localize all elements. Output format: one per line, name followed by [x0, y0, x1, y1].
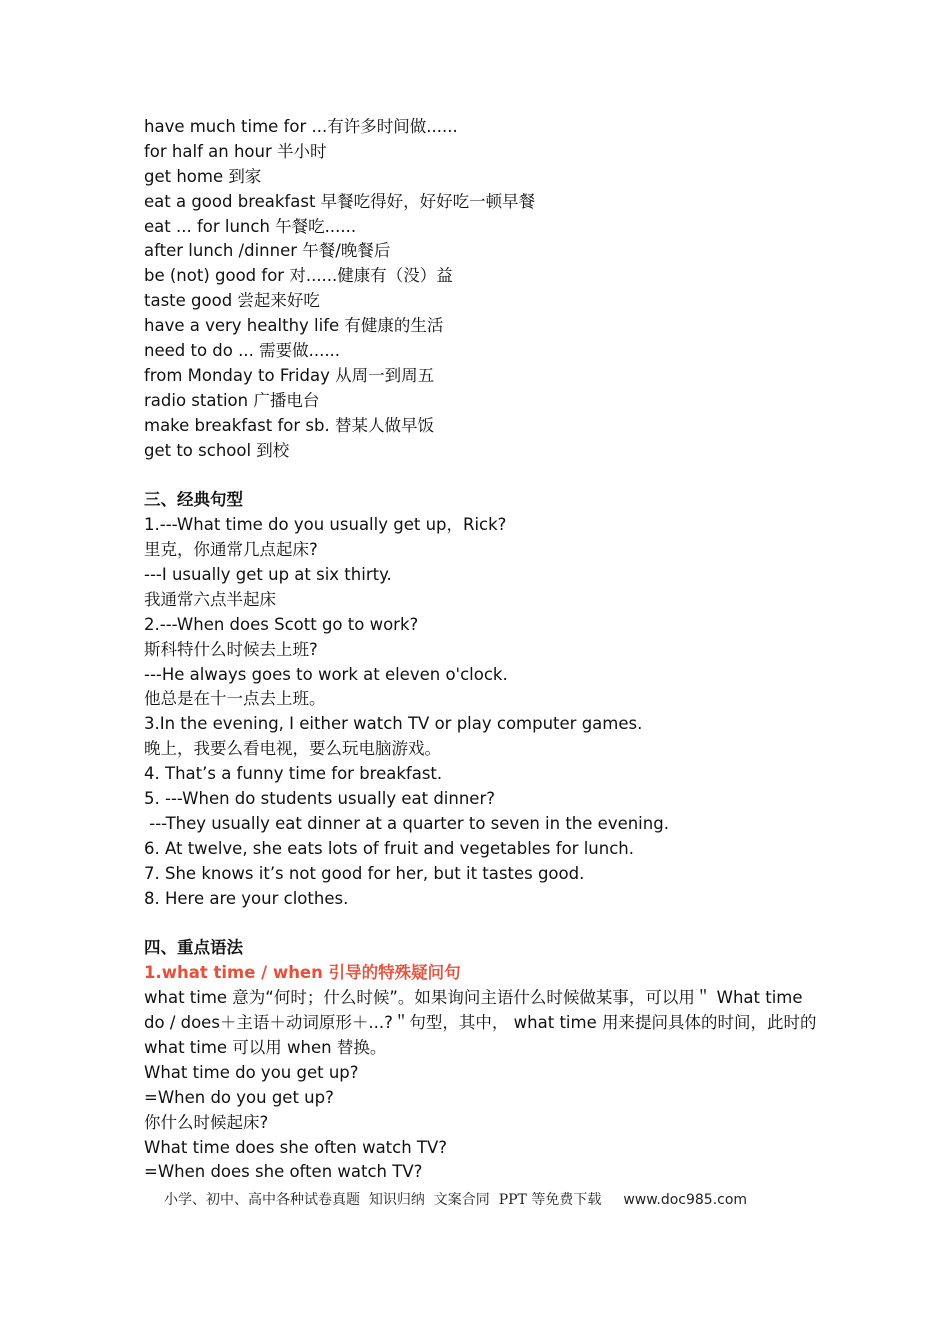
sentence-line: 8. Here are your clothes.	[144, 888, 349, 908]
grammar-paragraph: what time 意为“何时；什么时候”。如果询问主语什么时候做某事，可以用＂ What time do / does＋主语＋动词原形＋...?＂句型，其中， what time 用来提问具体的时间，此时的 what time 可以用 when 替换。	[144, 988, 817, 1057]
footer-url: www.doc985.com	[623, 1192, 748, 1208]
phrase-list	[144, 115, 824, 463]
sentence-line: 5. ---When do students usually eat dinner?	[144, 789, 495, 809]
phrase-line: have much time for ...有许多时间做......	[144, 117, 458, 136]
phrase-line: have a very healthy life 有健康的生活	[144, 316, 444, 336]
phrase-line: taste good 尝起来好吃	[144, 291, 320, 311]
sentence-line: 里克，你通常几点起床?	[144, 540, 318, 560]
section-3-lines	[144, 513, 824, 911]
section-4-lines	[144, 1061, 824, 1185]
phrase-line: be (not) good for 对......健康有（没）益	[144, 266, 453, 286]
example-line: 你什么时候起床?	[144, 1112, 269, 1132]
sentence-line: 6. At twelve, she eats lots of fruit and vegetables for lunch.	[144, 838, 634, 858]
sentence-line: 斯科特什么时候去上班?	[144, 639, 318, 659]
document-body	[144, 115, 824, 1185]
phrase-line: make breakfast for sb. 替某人做早饭	[144, 415, 434, 435]
sentence-line: 我通常六点半起床	[144, 589, 276, 609]
sentence-line: 4. That’s a funny time for breakfast.	[144, 764, 443, 784]
sentence-line: 3.In the evening, I either watch TV or play computer games.	[144, 714, 643, 734]
phrase-line: for half an hour 半小时	[144, 141, 327, 161]
phrase-line: get home 到家	[144, 166, 262, 186]
sentence-line: ---They usually eat dinner at a quarter to seven in the evening.	[144, 813, 669, 833]
phrase-line: after lunch /dinner 午餐/晚餐后	[144, 241, 391, 261]
sentence-line: ---I usually get up at six thirty.	[144, 565, 392, 585]
example-line: =When do you get up?	[144, 1087, 334, 1107]
footer-text: 小学、初中、高中各种试卷真题 知识归纳 文案合同 PPT 等免费下载	[164, 1192, 602, 1208]
sentence-line: 1.---What time do you usually get up，Rick?	[144, 515, 507, 535]
phrase-line: eat ... for lunch 午餐吃......	[144, 216, 357, 236]
sentence-line: 他总是在十一点去上班。	[144, 689, 326, 709]
grammar-subtitle: 1.what time / when 引导的特殊疑问句	[144, 963, 461, 983]
section-4-title: 四、重点语法	[144, 938, 243, 958]
example-line: =When does she often watch TV?	[144, 1162, 423, 1182]
phrase-line: from Monday to Friday 从周一到周五	[144, 365, 435, 385]
phrase-line: radio station 广播电台	[144, 390, 320, 410]
sentence-line: 7. She knows it’s not good for her, but it tastes good.	[144, 863, 585, 883]
section-3-title: 三、经典句型	[144, 490, 243, 510]
example-line: What time do you get up?	[144, 1062, 359, 1082]
sentence-line: 2.---When does Scott go to work?	[144, 614, 419, 634]
phrase-line: eat a good breakfast 早餐吃得好，好好吃一顿早餐	[144, 191, 536, 211]
phrase-line: need to do ... 需要做......	[144, 341, 341, 361]
phrase-line: get to school 到校	[144, 440, 290, 460]
example-line: What time does she often watch TV?	[144, 1137, 448, 1157]
sentence-line: 晚上，我要么看电视，要么玩电脑游戏。	[144, 739, 441, 759]
sentence-line: ---He always goes to work at eleven o'clock.	[144, 664, 508, 684]
page-footer	[164, 1190, 747, 1210]
